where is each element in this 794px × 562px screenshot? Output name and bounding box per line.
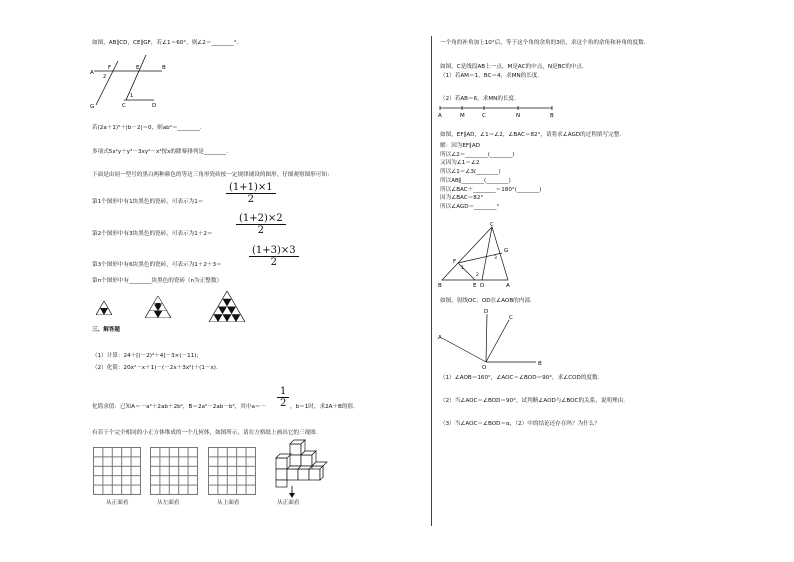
question-tile-pattern-intro: 下面是由同一型号的黑白两种颜色的等边三角形瓷砖按一定规律铺设的图形，仔细观察图形可知： <box>92 172 333 178</box>
angle-1-label: 1 <box>130 93 134 99</box>
proof-step: 又因为∠1＝∠2 <box>440 160 480 167</box>
tile-figure-2 <box>145 296 171 318</box>
label-front-view-2: 从正面看 <box>277 500 300 506</box>
ray-label-o: O <box>482 365 487 370</box>
tile-line-1: 第1个图形中有1块黑色的瓷砖，可表示为1＝ <box>92 199 204 205</box>
segment-figure <box>436 103 556 119</box>
tri-label-d: D <box>480 283 485 288</box>
proof-step: 因为∠BAC＝82° <box>440 195 484 202</box>
parallel-lines-figure <box>86 48 166 110</box>
angle-2-label: 2 <box>103 74 107 80</box>
label-f: F <box>108 65 112 71</box>
seg-label-a: A <box>438 113 442 119</box>
simplify-fraction-denominator: 2 <box>280 398 287 409</box>
fraction-3-denominator: 2 <box>270 257 278 268</box>
grid-front-view <box>93 447 141 495</box>
calc-question-2: （2）化简：20x²－x＋1)－(－2x＋3x²)＋(1－x). <box>92 365 218 371</box>
question-parallel-angle: 如图，AB∥CD，CE∥GF，若∠1＝60°，则∠2＝________°. <box>92 40 239 46</box>
question-square-sum: 若(2a＋1)²＋|b－2|＝0，则ab²＝________. <box>92 125 202 131</box>
tri-label-e: E <box>473 283 477 288</box>
question-angle-supplement: 一个角的补角加上10°后，等于这个角的余角的3倍，求这个角的余角和补角的度数. <box>440 40 646 46</box>
simplify-question: 化简求值：已知A＝－a²＋2ab＋2b²，B＝2a²－2ab－b²，其中a＝－ <box>92 404 267 410</box>
column-divider <box>431 36 432 526</box>
tile-figure-3 <box>209 291 245 322</box>
fraction-1-denominator: 2 <box>247 194 255 205</box>
ray-label-b: B <box>538 361 542 367</box>
seg-label-n: N <box>516 113 521 119</box>
fraction-2-numerator: (1+2)×2 <box>236 213 286 225</box>
tri-angle-1: 1 <box>461 266 464 271</box>
calc-question-1: （1）计算：24＋[(－2)³＋4]－3×(－11)； <box>92 353 203 359</box>
tri-angle-3: 3 <box>494 256 497 261</box>
question-polynomial-order: 多项式5x²y＋y³－3xy²－x³按x的降幂排列是________. <box>92 149 229 155</box>
question-ef-parallel: 如图，EF∥AD，∠1＝∠2，∠BAC＝82°，请将求∠AGD的过程填写完整. <box>440 132 622 138</box>
tile-line-3: 第3个图形中有6块黑色的瓷砖，可表示为1＋2＋3＝ <box>92 262 222 268</box>
question-segment-1: （1）若AM＝1，BC＝4，求MN的长度. <box>440 73 540 79</box>
rays-question-1: （1）∠AOB＝160°，∠AOC＝∠BOD＝90°，求∠COD的度数. <box>440 375 600 381</box>
fraction-1-numerator: (1+1)×1 <box>226 182 276 194</box>
seg-label-m: M <box>460 113 465 119</box>
tri-angle-2: 2 <box>476 273 479 278</box>
proof-step: 所以∠BAC＋________＝180°(________) <box>440 186 542 193</box>
grid-left-view <box>150 447 198 495</box>
seg-label-b: B <box>550 113 554 119</box>
fraction-3 <box>249 245 299 268</box>
proof-step: 所以∠2＝________(________) <box>440 151 515 158</box>
rays-question-2: （2）当∠AOC＝∠BOD＝90°，试判断∠AOD与∠BOC的关系，说明理由. <box>440 398 625 404</box>
fraction-3-numerator: (1+3)×3 <box>249 245 299 257</box>
fraction-1 <box>226 182 276 205</box>
simplify-fraction-numerator: 1 <box>277 386 289 398</box>
tile-line-n: 第n个图形中有________块黑色的瓷砖（n为正整数） <box>92 278 223 284</box>
label-e: E <box>136 65 140 71</box>
proof-step: 解：因为EF∥AD <box>440 143 481 149</box>
section-3-heading: 三、解答题 <box>92 327 120 333</box>
cube-stack-figure <box>268 438 328 500</box>
seg-label-c: C <box>482 113 486 119</box>
label-front-view: 从正面看 <box>106 500 129 506</box>
ray-label-d: D <box>484 309 489 315</box>
label-b: B <box>162 65 166 71</box>
simplify-fraction <box>277 386 289 409</box>
simplify-question-tail: ，b＝1时，求2A＋B的值. <box>290 404 355 410</box>
tile-line-2: 第2个图形中有3块黑色的瓷砖，可表示为1＋2＝ <box>92 231 213 237</box>
question-segment-2: （2）若AB＝6，求MN的长度. <box>440 96 516 102</box>
tri-label-c: C <box>490 222 494 228</box>
fraction-2-denominator: 2 <box>257 225 265 236</box>
label-d: D <box>152 103 157 109</box>
cubes-question: 有若干个完全相同的小正方体堆成的一个几何体，如图所示，请在方格纸上画出它的三视图. <box>92 430 318 436</box>
ray-label-c: C <box>509 315 513 321</box>
rays-figure <box>436 306 548 370</box>
tile-figure-1 <box>96 301 112 315</box>
proof-step: 所以∠1＝∠3(________) <box>440 169 501 176</box>
tri-label-g: G <box>504 248 509 254</box>
tri-label-a: A <box>506 283 510 288</box>
fraction-2 <box>236 213 286 236</box>
tri-label-f: F <box>453 259 457 265</box>
label-top-view: 从上面看 <box>217 500 240 506</box>
question-segment-intro: 如图，C是线段AB上一点，M是AC的中点，N是BC的中点. <box>440 64 584 70</box>
tri-label-b: B <box>438 283 442 288</box>
proof-step: 所以∠AGD＝________° <box>440 203 500 210</box>
label-a: A <box>90 70 94 76</box>
label-c: C <box>122 103 126 109</box>
grid-top-view <box>208 447 256 495</box>
ray-label-a: A <box>438 335 442 341</box>
triangle-figure <box>436 222 516 288</box>
label-left-view: 从左面看 <box>157 500 180 506</box>
rays-question-3: （3）当∠AOC＝∠BOD＝α，（2）中的结论还存在吗？为什么？ <box>440 421 600 427</box>
proof-step: 所以AB∥________(________) <box>440 177 511 184</box>
label-g: G <box>90 104 95 110</box>
question-rays-intro: 如图，射线OC、OD在∠AOB的内部. <box>440 298 532 304</box>
